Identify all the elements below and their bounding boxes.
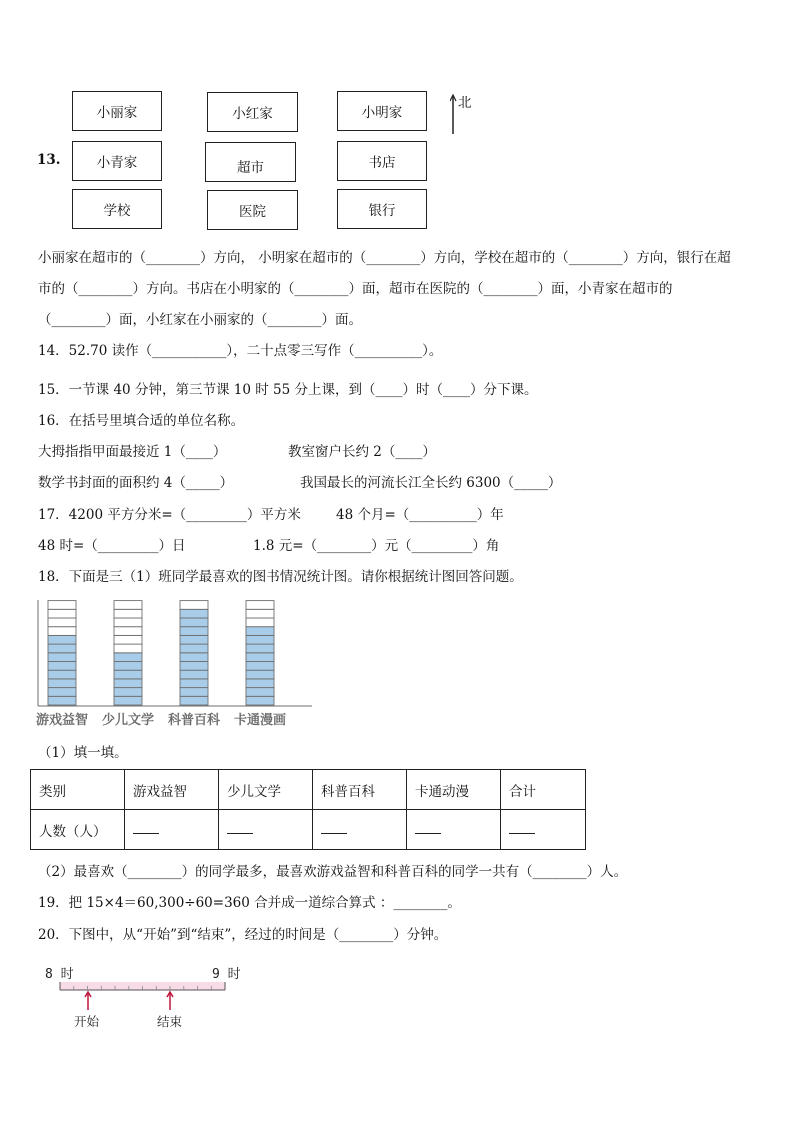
q18-table [30, 769, 586, 850]
bar-cell-filled [246, 670, 274, 679]
q20-timeline [40, 962, 260, 1032]
bar-cell-filled [246, 627, 274, 636]
bar-label: 游戏益智 [36, 713, 89, 728]
bar-4 [246, 601, 274, 705]
bar-2 [114, 601, 142, 705]
q13-number: 13. [37, 152, 61, 168]
table-header-cell: 科普百科 [313, 770, 407, 810]
timeline-start-hour: 8 时 [45, 967, 74, 982]
q16-item-a: 大拇指指甲面最接近 1（____） [38, 444, 227, 460]
north-label: 北 [458, 95, 472, 111]
map-cell-school: 学校 [72, 189, 162, 229]
table-header-cell: 少儿文学 [219, 770, 313, 810]
bar-cell-filled [48, 635, 76, 644]
bar-cell-filled [114, 679, 142, 688]
timeline-start-label: 开始 [74, 1014, 100, 1029]
map-cell-xiaoli-home: 小丽家 [72, 91, 162, 131]
map-cell-xiaoqing-home: 小青家 [72, 141, 162, 181]
bar-cell-filled [180, 644, 208, 653]
bar-cell-empty [180, 601, 208, 610]
bar-cell-empty [48, 627, 76, 636]
book-preference-chart [36, 598, 316, 732]
answer-cell[interactable] [501, 810, 586, 850]
bar-cell-filled [180, 609, 208, 618]
q14-text: 14．52.70 读作（___________），二十点零三写作（__________）。 [38, 343, 443, 359]
bar-cell-filled [114, 696, 142, 705]
bar-cell-filled [48, 688, 76, 697]
bar-3 [180, 601, 208, 705]
answer-cell[interactable] [219, 810, 313, 850]
timeline-end-label: 结束 [157, 1014, 183, 1029]
answer-cell[interactable] [313, 810, 407, 850]
bar-cell-filled [180, 653, 208, 662]
map-cell-hospital: 医院 [207, 190, 298, 230]
bar-cell-empty [114, 601, 142, 610]
bar-cell-empty [246, 601, 274, 610]
q13-line-2: 市的（________）方向。书店在小明家的（________）面，超市在医院的（________）面，小青家在超市的 [38, 281, 673, 297]
q20-text: 20．下图中，从“开始”到“结束”，经过的时间是（________）分钟。 [38, 927, 448, 943]
bar-label: 科普百科 [167, 713, 221, 728]
table-header-row [31, 770, 586, 810]
bar-cell-filled [48, 696, 76, 705]
bar-cell-filled [48, 670, 76, 679]
answer-cell[interactable] [125, 810, 219, 850]
bar-cell-filled [114, 662, 142, 671]
q18-sub2: （2）最喜欢（________）的同学最多，最喜欢游戏益智和科普百科的同学一共有（________）人。 [38, 864, 628, 880]
bar-cell-filled [246, 688, 274, 697]
q17-item-c: 48 时=（_________）日 [38, 538, 186, 554]
q17-item-b: 48 个月=（__________）年 [336, 507, 504, 523]
map-cell-xiaoming-home: 小明家 [337, 91, 427, 131]
q17-item-d: 1.8 元=（________）元（_________）角 [253, 538, 500, 554]
bar-cell-filled [48, 662, 76, 671]
bar-cell-filled [246, 644, 274, 653]
table-row [31, 810, 586, 850]
bar-cell-empty [48, 609, 76, 618]
q18-title: 18．下面是三（1）班同学最喜欢的图书情况统计图。请你根据统计图回答问题。 [38, 569, 523, 585]
table-row-label: 人数（人） [31, 810, 125, 850]
bar-cell-empty [114, 635, 142, 644]
bar-cell-filled [180, 696, 208, 705]
map-cell-supermarket: 超市 [205, 142, 296, 182]
table-header-cell: 游戏益智 [125, 770, 219, 810]
timeline-end-hour: 9 时 [212, 967, 241, 982]
bar-label: 卡通漫画 [233, 713, 287, 728]
bar-cell-filled [180, 688, 208, 697]
bar-cell-empty [48, 618, 76, 627]
bar-cell-empty [246, 609, 274, 618]
bar-cell-empty [246, 618, 274, 627]
bar-cell-empty [48, 601, 76, 610]
bar-1 [48, 601, 76, 705]
bar-cell-filled [180, 627, 208, 636]
q18-sub1: （1）填一填。 [38, 745, 128, 761]
bar-cell-empty [114, 644, 142, 653]
bar-cell-filled [180, 662, 208, 671]
bar-cell-empty [114, 609, 142, 618]
bar-cell-filled [180, 618, 208, 627]
q17-item-a: 17．4200 平方分米=（_________）平方米 [38, 507, 301, 523]
q16-item-b: 教室窗户长约 2（____） [288, 444, 436, 460]
q13-line-1: 小丽家在超市的（________）方向， 小明家在超市的（________）方向，学校在超市的（________）方向，银行在超 [38, 250, 731, 266]
bar-cell-filled [246, 635, 274, 644]
bar-cell-filled [180, 670, 208, 679]
bar-cell-filled [114, 670, 142, 679]
table-header-cell: 类别 [31, 770, 125, 810]
bar-cell-filled [246, 696, 274, 705]
table-header-cell: 卡通动漫 [407, 770, 501, 810]
north-arrow [450, 92, 480, 136]
bar-cell-empty [114, 618, 142, 627]
bar-cell-filled [246, 653, 274, 662]
bar-cell-filled [114, 688, 142, 697]
map-cell-bank: 银行 [337, 189, 427, 229]
bar-label: 少儿文学 [101, 713, 155, 728]
answer-cell[interactable] [407, 810, 501, 850]
table-header-cell: 合计 [501, 770, 586, 810]
q16-item-c: 数学书封面的面积约 4（_____） [38, 475, 234, 491]
bar-cell-filled [48, 644, 76, 653]
bar-cell-filled [246, 679, 274, 688]
bar-cell-filled [48, 679, 76, 688]
q19-text: 19．把 15×4＝60,300÷60=360 合并成一道综合算式 ：________。 [38, 895, 461, 911]
bar-cell-filled [180, 679, 208, 688]
q16-item-d: 我国最长的河流长江全长约 6300（_____） [300, 475, 562, 491]
map-cell-bookstore: 书店 [337, 141, 427, 181]
bar-cell-filled [114, 653, 142, 662]
map-cell-xiaohong-home: 小红家 [207, 92, 298, 132]
bar-cell-empty [114, 627, 142, 636]
q16-title: 16．在括号里填合适的单位名称。 [38, 413, 245, 429]
bar-cell-filled [246, 662, 274, 671]
q15-text: 15．一节课 40 分钟，第三节课 10 时 55 分上课，到（____）时（____）分下课。 [38, 382, 538, 398]
q13-line-3: （________）面，小红家在小丽家的（________）面。 [38, 312, 362, 328]
bar-cell-filled [48, 653, 76, 662]
bar-cell-filled [180, 635, 208, 644]
